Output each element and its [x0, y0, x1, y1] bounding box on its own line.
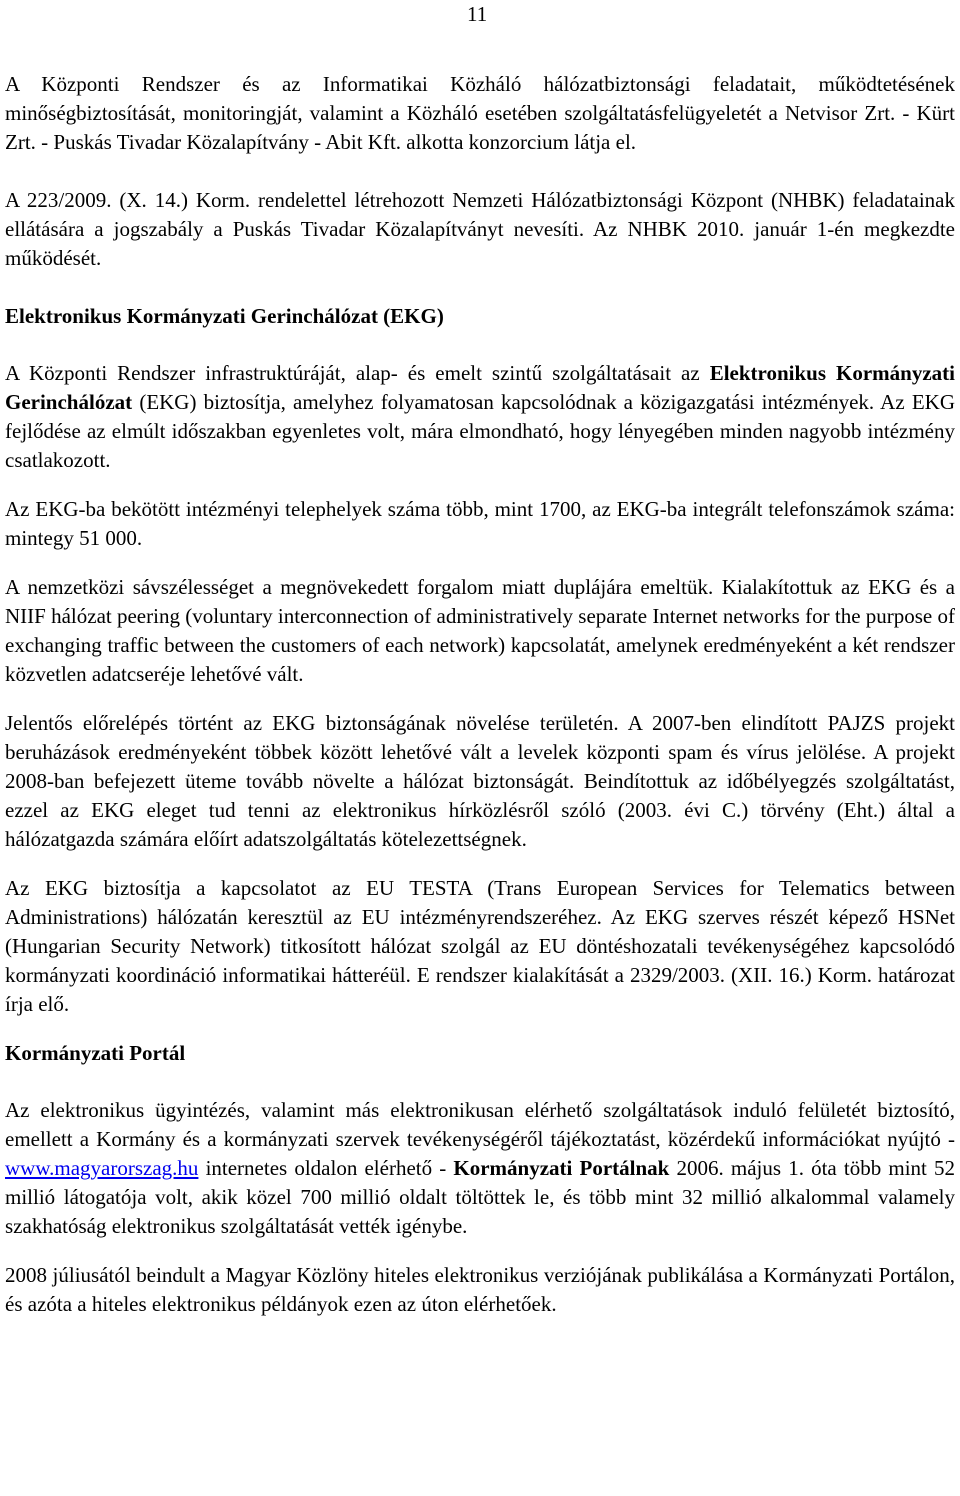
portal-paragraph-1-text-a: Az elektronikus ügyintézés, valamint más elektronikusan elérhető szolgáltatások induló felületét biztosító, emellett a Kormány és a kormányzati szervek tevékenységéről tájékoztatást, közérdekű információkat nyújtó - [5, 1098, 955, 1151]
document-body [5, 70, 955, 1319]
magyarorszag-link[interactable]: www.magyarorszag.hu [5, 1156, 199, 1180]
ekg-paragraph-3: A nemzetközi sávszélességet a megnövekedett forgalom miatt duplájára emeltük. Kialakítottuk az EKG és a NIIF hálózat peering (voluntary interconnection of administratively separate Internet networks for the purpose of exchanging traffic between the customers of each network) kapcsolatát, amelynek eredményeként a két rendszer közvetlen adatcseréje lehetővé vált. [5, 575, 955, 686]
portal-paragraph-1 [5, 1096, 955, 1241]
ekg-paragraph-1-bold: Elektronikus Kormányzati Gerinchálózat [5, 361, 955, 414]
portal-paragraph-1-bold: Kormányzati Portálnak [453, 1156, 670, 1180]
ekg-paragraph-1 [5, 359, 955, 475]
ekg-paragraph-2: Az EKG-ba bekötött intézményi telephelyek száma több, mint 1700, az EKG-ba integrált telefonszámok száma: mintegy 51 000. [5, 497, 955, 550]
ekg-paragraph-1-text-b: (EKG) biztosítja, amelyhez folyamatosan kapcsolódnak a közigazgatási intézmények. Az EKG fejlődése az elmúlt időszakban egyenletes volt, mára elmondható, hogy lényegében minden nagyobb intézmény csatlakozott. [5, 390, 955, 472]
portal-paragraph-1-text-c: 2006. május 1. óta több mint 52 millió látogatója volt, akik közel 700 millió oldalt töltöttek le, és több mint 32 millió alkalommal valamely szakhatóság elektronikus szolgáltatását vették igénybe. [5, 1156, 956, 1238]
ekg-paragraph-1-text-a: A Központi Rendszer infrastruktúráját, alap- és emelt szintű szolgáltatásait az [5, 361, 710, 385]
section-heading-portal: Kormányzati Portál [5, 1041, 186, 1065]
ekg-paragraph-5: Az EKG biztosítja a kapcsolatot az EU TESTA (Trans European Services for Telematics between Administrations) hálózatán keresztül az EU intézményrendszeréhez. Az EKG szerves részét képező HSNet (Hungarian Security Network) titkosított hálózat szolgál az EU döntéshozatali tevékenységéhez kapcsolódó kormányzati koordináció informatikai hátteréül. E rendszer kialakítását a 2329/2003. (XII. 16.) Korm. határozat írja elő. [5, 876, 955, 1016]
portal-paragraph-2: 2008 júliusától beindult a Magyar Közlöny hiteles elektronikus verziójának publikálása a Kormányzati Portálon, és azóta a hiteles elektronikus példányok ezen az úton elérhetőek. [5, 1263, 955, 1316]
section-heading-ekg: Elektronikus Kormányzati Gerinchálózat (EKG) [5, 304, 444, 328]
portal-paragraph-1-text-b: internetes oldalon elérhető - [198, 1156, 454, 1180]
intro-paragraph-2: A 223/2009. (X. 14.) Korm. rendelettel létrehozott Nemzeti Hálózatbiztonsági Központ (NHBK) feladatainak ellátására a jogszabály a Puskás Tivadar Közalapítványt nevesíti. Az NHBK 2010. január 1-én megkezdte működését. [5, 188, 955, 270]
intro-paragraph-1: A Központi Rendszer és az Informatikai Közháló hálózatbiztonsági feladatait, működtetésének minőségbiztosítását, monitoringját, valamint a Közháló esetében szolgáltatásfelügyeletét a Netvisor Zrt. - Kürt Zrt. - Puskás Tivadar Közalapítvány - Abit Kft. alkotta konzorcium látja el. [5, 72, 955, 154]
page-number: 11 [467, 2, 488, 26]
ekg-paragraph-4: Jelentős előrelépés történt az EKG biztonságának növelése területén. A 2007-ben elindított PAJZS projekt beruházások eredményeként többek között lehetővé vált a levelek központi spam és vírus jelölése. A projekt 2008-ban befejezett üteme tovább növelte a hálózat biztonságát. Beindítottuk az időbélyegzés szolgáltatást, ezzel az EKG eleget tud tenni az elektronikus hírközlésről szóló (2003. évi C.) törvény (Eht.) által a hálózatgazda számára előírt adatszolgáltatás kötelezettségnek. [5, 711, 955, 851]
